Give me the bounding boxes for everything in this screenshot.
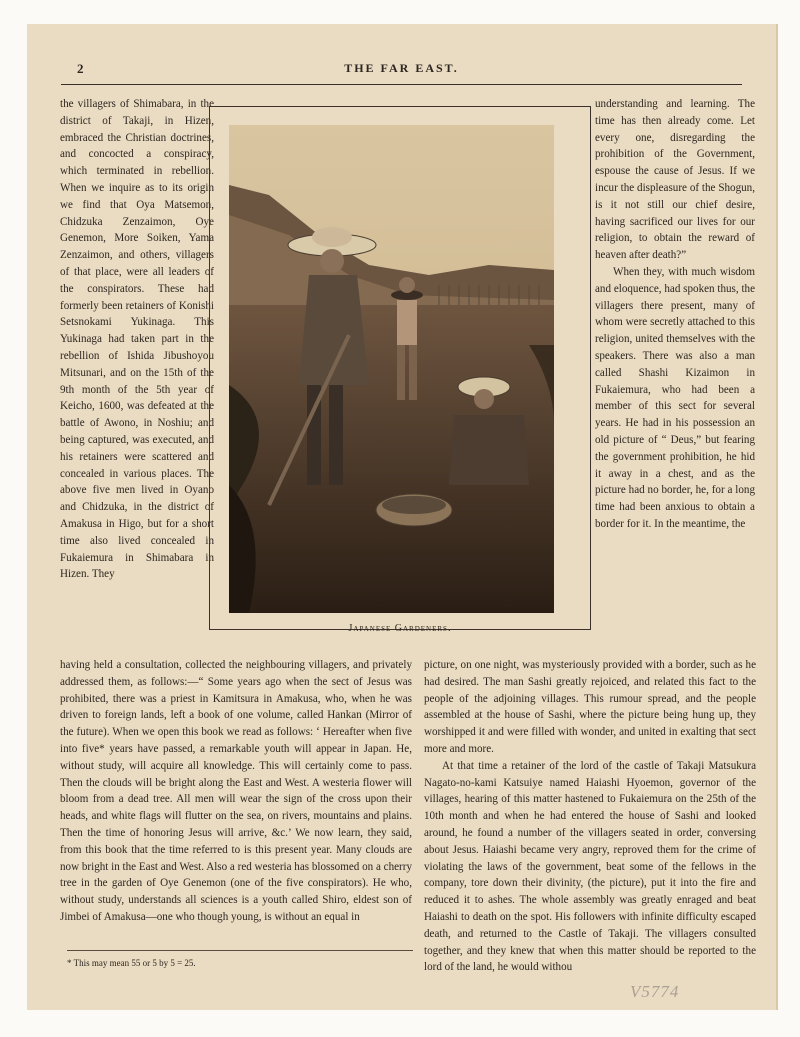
bottom-right-paragraph-1: picture, on one night, was mysteriously provided with a border, such as he had desired. The man Sashi greatly rejoiced, and related this fact to the people of the adjoining villages. This rumour spread, and the people assembled at the house of Sashi, where the picture being hung up, they worshipped it and were filled with wonder, and united in exalting that sect more and more. <box>424 659 756 755</box>
bottom-left-column <box>60 657 412 926</box>
bottom-left-text: having held a consultation, collected the neighbouring villagers, and privately addressed them, as follows:—“ Some years ago when the sect of Jesus was prohibited, there was a priest in Kamitsura in Amakusa, who, when he was driven to foreign lands, left a book of one volume, called Hankan (Mirror of the future). When we open this book we read as follows: ‘ Hereafter when five into five* years have passed, a remarkable youth will appear in Japan. He, without study, will acquire all knowledge. This will certainly come to pass. Then the clouds will be bright along the East and West. A westeria flower will bloom from a dead tree. All men will wear the sign of the cross upon their heads, and white flags will flutter on the sea, on rivers, mountains and plains. Then the time of honoring Jesus will arrive, &c.’ We now learn, they said, from this book that the time referred to is this present year. Many clouds are now bright in the East and West. Also a red westeria has blossomed on a cherry tree in the garden of Oye Genemon (one of the five conspirators). He who, without study, understands all sciences is a youth called Shiro, eldest son of Jimbei of Amakusa—one who though young, is without an equal in <box>60 659 412 923</box>
left-column-text: the villagers of Shimabara, in the district of Takaji, in Hizen, embraced the Christian doctrines, and concocted a conspiracy, which terminated in rebellion. When we inquire as to its origin we find that Oya Matsemon, Chidzuka Zenzaimon, Oye Genemon, More Soiken, Yama Zenzaimon, and others, villagers of that place, were all leaders of the conspirators. These had formerly been retainers of Konishi Setsnokami Yukinaga. This Yukinaga had taken part in the rebellion of Ishida Jibushoyou Mitsunari, and on the 15th of the 9th month of the 5th year of Keicho, 1600, was defeated at the battle of Awono, in Noshiu; and being captured, was executed, and his retainers were scattered and concealed in various places. The above five men lived in Oyano and Chidzuka, in the district of Amakusa in Higo, but for a short time also lived concealed in Fukaiemura in Shimabara in Hizen. They <box>60 98 214 581</box>
inventory-mark: V5774 <box>630 982 680 1001</box>
page-header <box>27 61 776 77</box>
photograph-illustration <box>229 125 554 613</box>
bottom-right-column <box>424 657 756 976</box>
bottom-right-paragraph-2: At that time a retainer of the lord of the castle of Takaji Matsukura Nagato-no-kami Katsuiye named Haiashi Hyoemon, governor of the villages, hearing of this matter hastened to Fukaiemura on the 25th of the 10th month and when he had entered the house of Sashi and looked around, he found a number of the villagers seated in order, conversing about Jesus. Haiashi became very angry, reproved them for the crime of violating the laws of the government, beat some of the fellows in the company, tore down their divinity, (the picture), put it into the fire and reduced it to ashes. The whole assembly was greatly enraged and beat Haiashi to death on the spot. His followers with infinite difficulty escaped death, and returned to the Castle of Takaji. The villagers consulted together, and they knew that when this matter should be reported to the lord of the land, he would withou <box>424 759 756 974</box>
page-number: 2 <box>77 61 84 76</box>
header-rule <box>61 84 742 85</box>
right-column-paragraph-1: understanding and learning. The time has then already come. Let every one, disregarding the prohibition of the Government, espouse the cause of Jesus. If we incur the displeasure of the Shogun, is it not still our chief desire, having sacrificed our lives for our religion, to obtain the reward of heaven after death?” <box>595 98 755 262</box>
masthead-title: THE FAR EAST. <box>344 61 459 75</box>
footnote: * This may mean 55 or 5 by 5 = 25. <box>67 958 196 968</box>
footnote-rule <box>67 950 413 951</box>
newspaper-page <box>27 24 778 1010</box>
right-column <box>595 96 755 533</box>
right-column-paragraph-2: When they, with much wisdom and eloquence, had spoken thus, the villagers there present, many of whom were secretly attached to this religion, united themselves with the speakers. There was also a man called Shashi Kizaimon in Fukaiemura, who had been a member of this sect for several years. He had in his possession an old picture of “ Deus,” but fearing the government prohibition, he hid it away in a chest, and as the picture had no border, he, for a long time had been anxious to obtain a border for it. In the meantime, the <box>595 265 755 530</box>
left-column <box>60 96 214 583</box>
photo-caption: Japanese Gardeners. <box>348 623 452 634</box>
gardeners-photograph <box>229 125 554 613</box>
